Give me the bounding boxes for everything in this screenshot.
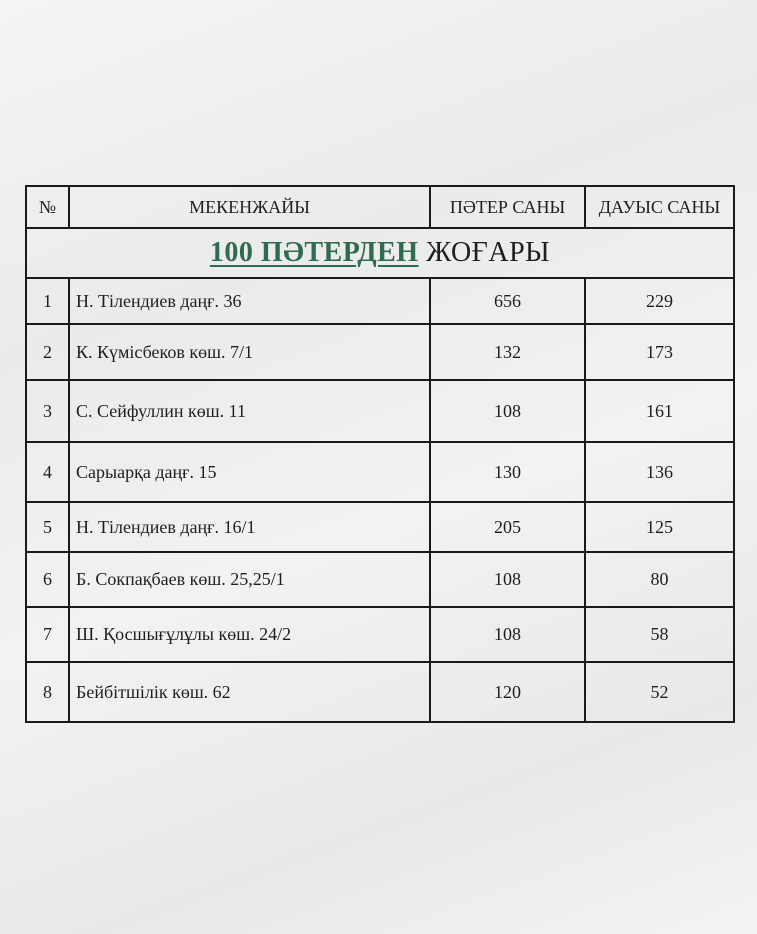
header-votes: ДАУЫС САНЫ — [585, 186, 734, 228]
row-votes-cell: 136 — [585, 442, 734, 502]
row-number-cell: 1 — [26, 278, 69, 324]
row-votes-cell: 173 — [585, 324, 734, 380]
table-row — [26, 442, 734, 502]
row-flats-cell: 205 — [430, 502, 585, 552]
row-address-cell: Ш. Қосшығұлұлы көш. 24/2 — [69, 607, 430, 662]
row-flats-cell: 132 — [430, 324, 585, 380]
section-title-accent: 100 ПӘТЕРДЕН — [209, 237, 419, 268]
row-flats-cell: 656 — [430, 278, 585, 324]
section-title-rest: ЖОҒАРЫ — [426, 237, 551, 268]
row-number-cell: 2 — [26, 324, 69, 380]
table-body — [26, 278, 734, 722]
header-address: МЕКЕНЖАЙЫ — [69, 186, 430, 228]
row-number-cell: 4 — [26, 442, 69, 502]
header-flats: ПӘТЕР САНЫ — [430, 186, 585, 228]
row-number-cell: 6 — [26, 552, 69, 607]
row-votes-cell: 229 — [585, 278, 734, 324]
row-votes-cell: 80 — [585, 552, 734, 607]
header-number: № — [26, 186, 69, 228]
header-row — [26, 186, 734, 228]
row-address-cell: Н. Тілендиев даңғ. 16/1 — [69, 502, 430, 552]
row-address-cell: Б. Сокпақбаев көш. 25,25/1 — [69, 552, 430, 607]
row-number-cell: 5 — [26, 502, 69, 552]
row-flats-cell: 120 — [430, 662, 585, 722]
row-number-cell: 8 — [26, 662, 69, 722]
row-flats-cell: 108 — [430, 552, 585, 607]
table-row — [26, 552, 734, 607]
row-votes-cell: 58 — [585, 607, 734, 662]
row-votes-cell: 161 — [585, 380, 734, 442]
row-votes-cell: 125 — [585, 502, 734, 552]
row-address-cell: С. Сейфуллин көш. 11 — [69, 380, 430, 442]
row-flats-cell: 108 — [430, 607, 585, 662]
results-table — [25, 185, 735, 723]
section-title — [26, 228, 734, 278]
table-row — [26, 502, 734, 552]
row-number-cell: 3 — [26, 380, 69, 442]
table-row — [26, 324, 734, 380]
row-address-cell: К. Күмісбеков көш. 7/1 — [69, 324, 430, 380]
results-table-wrapper — [25, 185, 733, 723]
row-flats-cell: 108 — [430, 380, 585, 442]
row-address-cell: Н. Тілендиев даңғ. 36 — [69, 278, 430, 324]
row-flats-cell: 130 — [430, 442, 585, 502]
row-address-cell: Бейбітшілік көш. 62 — [69, 662, 430, 722]
row-number-cell: 7 — [26, 607, 69, 662]
row-votes-cell: 52 — [585, 662, 734, 722]
table-row — [26, 662, 734, 722]
table-row — [26, 607, 734, 662]
table-row — [26, 380, 734, 442]
row-address-cell: Сарыарқа даңғ. 15 — [69, 442, 430, 502]
section-row — [26, 228, 734, 278]
table-row — [26, 278, 734, 324]
